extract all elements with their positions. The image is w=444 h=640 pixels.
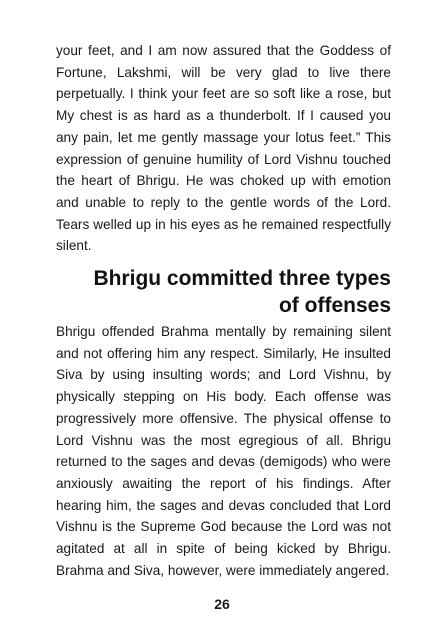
section-heading-line-1: Bhrigu committed three types xyxy=(93,267,391,290)
body-paragraph-continued: your feet, and I am now assured that the Goddess of Fortune, Lakshmi, will be very glad to live there perpetually. I think your feet are so soft like a rose, but My chest is as hard as a thunderbolt. If I caused you any pain, let me gently massage your lotus feet.” This expression of genuine humility of Lord Vishnu touched the heart of Bhrigu. He was choked up with emotion and unable to reply to the gentle words of the Lord. Tears welled up in his eyes as he remained respectfully silent. xyxy=(56,43,391,254)
section-heading-line-2: of offenses xyxy=(278,294,391,317)
page-number: 26 xyxy=(214,596,230,612)
body-paragraph: Bhrigu offended Brahma mentally by remaining silent and not offering him any respect. Similarly, He insulted Siva by using insulting words; and Lord Vishnu, by physically stepping on His body. Each offense was progressively more offensive. The physical offense to Lord Vishnu was the most egregious of all. Bhrigu returned to the sages and devas (demigods) who were anxiously awaiting the report of his findings. After hearing him, the sages and devas concluded that Lord Vishnu is the Supreme God because the Lord was not agitated at all in spite of being kicked by Bhrigu. Brahma and Siva, however, were immediately angered. xyxy=(56,324,391,578)
